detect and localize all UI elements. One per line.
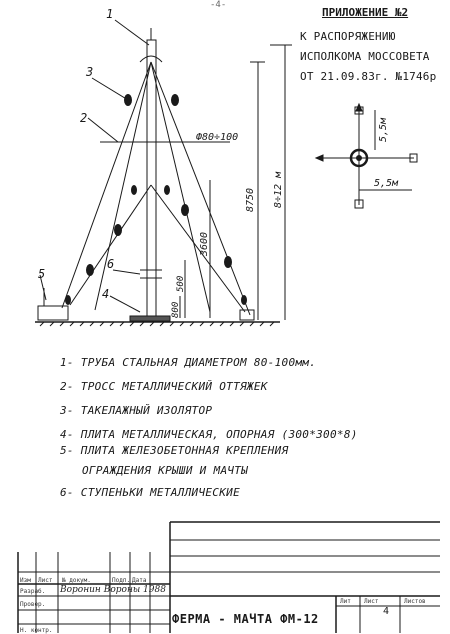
sheet-number: 4 <box>383 606 390 617</box>
dim-3600: 3600 <box>199 231 210 256</box>
stamp-row-prover: Провер. <box>20 601 46 608</box>
stamp-row-n-kontr: Н. контр. <box>20 627 53 634</box>
header-line-2: ИСПОЛКОМА МОССОВЕТА <box>300 50 430 63</box>
dim-500: 500 <box>176 275 186 292</box>
dim-range: 8÷12 м <box>273 171 284 208</box>
stamp-sheets-label: Листов <box>404 598 426 605</box>
mast-top-fitting <box>140 56 162 62</box>
callout-leader-2 <box>88 118 118 142</box>
header-line-3: ОТ 21.09.83г. №1746р <box>300 70 437 83</box>
header-line-1: К РАСПОРЯЖЕНИЮ <box>300 30 396 43</box>
callout-3: 3 <box>86 65 94 79</box>
callout-2: 2 <box>80 111 88 125</box>
callout-1: 1 <box>106 7 114 21</box>
legend-item-3: 3- ТАКЕЛАЖНЫЙ ИЗОЛЯТОР <box>60 404 213 417</box>
stamp-sheet-label: Лист <box>364 598 379 605</box>
appendix-title: ПРИЛОЖЕНИЕ №2 <box>322 6 409 19</box>
legend-item-5-continued: ОГРАЖДЕНИЯ КРЫШИ И МАЧТЫ <box>82 464 249 477</box>
mast-pipe <box>147 40 156 322</box>
dim-800: 800 <box>171 301 181 318</box>
concrete-block <box>38 306 68 320</box>
legend-item-2: 2- ТРОСС МЕТАЛЛИЧЕСКИЙ ОТТЯЖЕК <box>60 380 268 393</box>
stamp-row-razrab: Разраб. <box>20 588 46 595</box>
stamp-col-doc: № докум. <box>62 577 91 584</box>
stamp-col-izm: Изм <box>20 577 31 584</box>
insulator-icon <box>124 94 132 106</box>
legend-item-4: 4- ПЛИТА МЕТАЛЛИЧЕСКАЯ, ОПОРНАЯ (300*300*8) <box>60 428 358 441</box>
plan-dim-horizontal: 5,5м <box>374 178 399 189</box>
legend-item-5: 5- ПЛИТА ЖЕЛЕЗОБЕТОННАЯ КРЕПЛЕНИЯ <box>60 444 289 457</box>
dim-height: 8750 <box>245 187 256 212</box>
guy-wire-left-outer <box>62 62 151 308</box>
callout-leader-3 <box>92 78 128 100</box>
callout-6: 6 <box>107 257 115 271</box>
plan-dim-vertical: 5,5м <box>378 117 389 142</box>
page-number: -4- <box>210 0 227 10</box>
stamp-col-data: Дата <box>132 577 147 584</box>
callout-4: 4 <box>102 287 110 301</box>
dim-diameter: Ф80÷100 <box>196 132 239 143</box>
stamp-title: ФЕРМА - МАЧТА ФМ-12 <box>172 612 319 626</box>
designer-signature: Воронин Вороны 1988 <box>60 585 166 595</box>
legend-item-1: 1- ТРУБА СТАЛЬНАЯ ДИАМЕТРОМ 80-100мм. <box>60 356 317 369</box>
base-plate <box>130 316 170 321</box>
callout-5: 5 <box>38 267 46 281</box>
callout-leader-1 <box>115 20 149 45</box>
legend-item-6: 6- СТУПЕНЬКИ МЕТАЛЛИЧЕСКИЕ <box>60 486 240 499</box>
stamp-col-podp: Подп. <box>112 577 131 584</box>
stamp-col-list: Лист <box>38 577 53 584</box>
callout-leader-4 <box>110 296 140 312</box>
callout-leader-6 <box>113 270 140 274</box>
stamp-lit: Лит <box>340 598 351 605</box>
